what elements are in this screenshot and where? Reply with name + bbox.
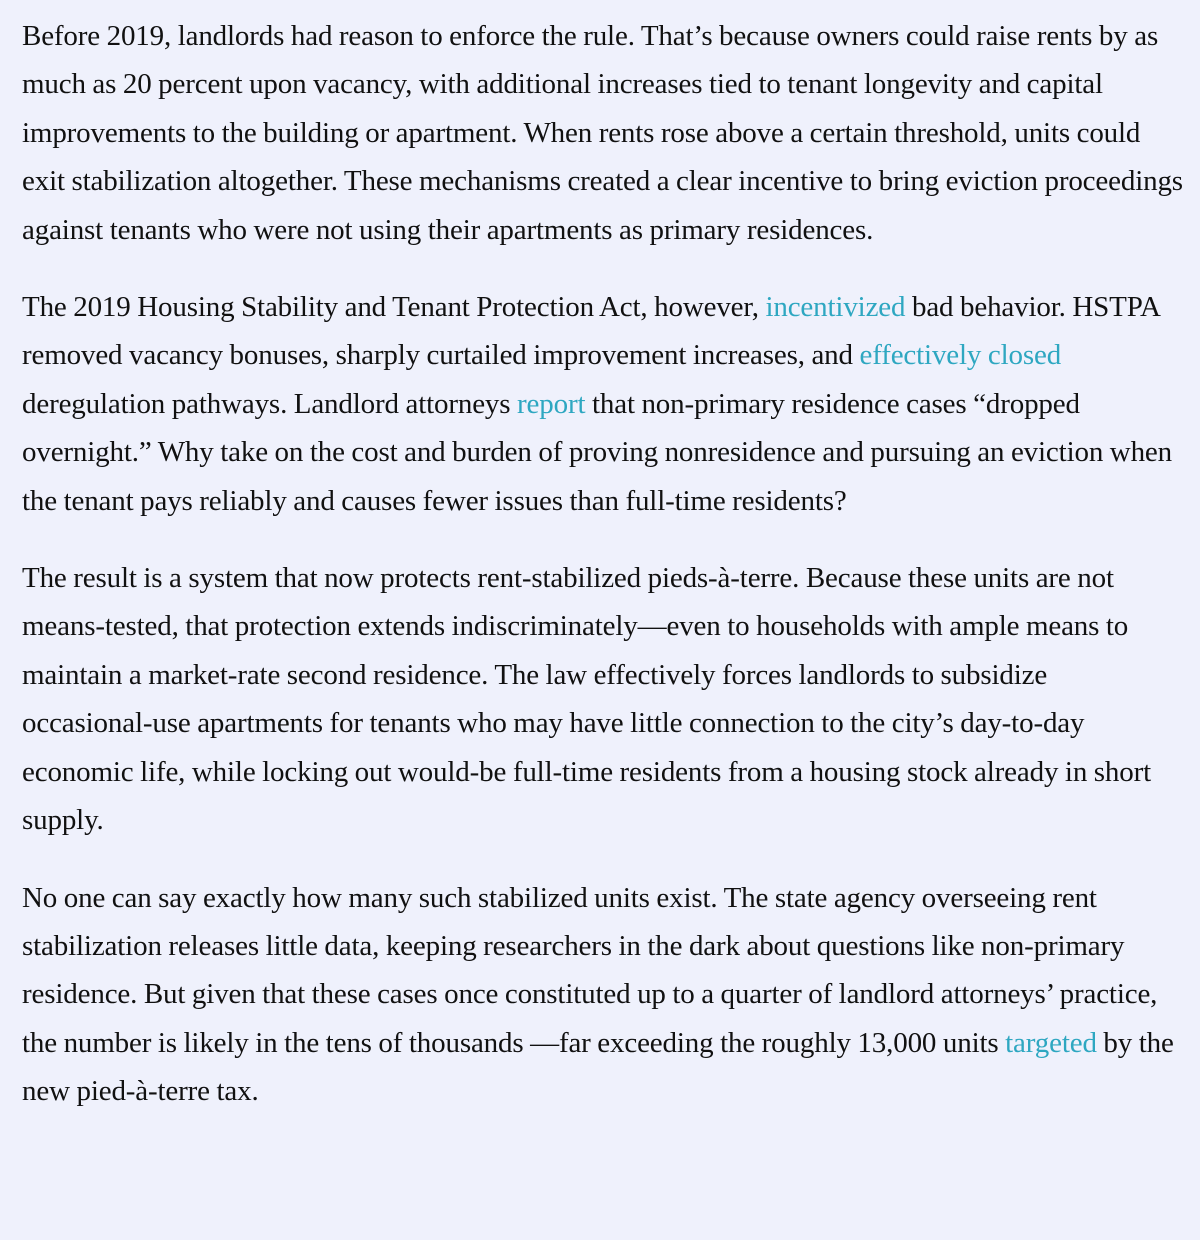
link-targeted[interactable]: targeted	[1005, 1026, 1097, 1059]
paragraph-1	[22, 12, 1184, 254]
paragraph-4	[22, 874, 1184, 1116]
paragraph-text: deregulation pathways. Landlord attorneys	[22, 387, 518, 420]
article-body	[22, 12, 1184, 1116]
paragraph-text: The 2019 Housing Stability and Tenant Protection Act, however,	[22, 291, 766, 324]
paragraph-text: bad behavior. HSTPA removed vacancy bonuses, sharply curtailed improvement increases, and	[22, 291, 1160, 372]
paragraph-text: No one can say exactly how many such stabilized units exist. The state agency overseeing rent stabilization releases little data, keeping researchers in the dark about questions like non-primary residence. But given that these cases once constituted up to a quarter of landlord attorneys’ practice, the number is likely in the tens of thousands —far exceeding the roughly 13,000 units	[22, 881, 1158, 1059]
paragraph-text: that non-primary residence cases “dropped overnight.” Why take on the cost and burden of proving nonresidence and pursuing an eviction when the tenant pays reliably and causes fewer issues than full-time residents?	[22, 387, 1172, 517]
link-report[interactable]: report	[517, 387, 586, 420]
paragraph-3	[22, 554, 1184, 844]
paragraph-2	[22, 283, 1184, 525]
link-effectively-closed[interactable]: effectively closed	[859, 339, 1062, 372]
paragraph-text: Before 2019, landlords had reason to enforce the rule. That’s because owners could raise rents by as much as 20 percent upon vacancy, with additional increases tied to tenant longevity and capital improvements to the building or apartment. When rents rose above a certain threshold, units could exit stabilization altogether. These mechanisms created a clear incentive to bring eviction proceedings against tenants who were not using their apartments as primary residences.	[22, 20, 1183, 246]
paragraph-text: by the new pied-à-terre tax.	[22, 1026, 1174, 1108]
link-incentivized[interactable]: incentivized	[765, 291, 906, 324]
paragraph-text: The result is a system that now protects rent-stabilized pieds-à-terre. Because these units are not means-tested, that protection extends indiscriminately—even to households with ample means to maintain a market-rate second residence. The law effectively forces landlords to subsidize occasional-use apartments for tenants who may have little connection to the city’s day-to-day economic life, while locking out would-be full-time residents from a housing stock already in short supply.	[22, 562, 1152, 837]
